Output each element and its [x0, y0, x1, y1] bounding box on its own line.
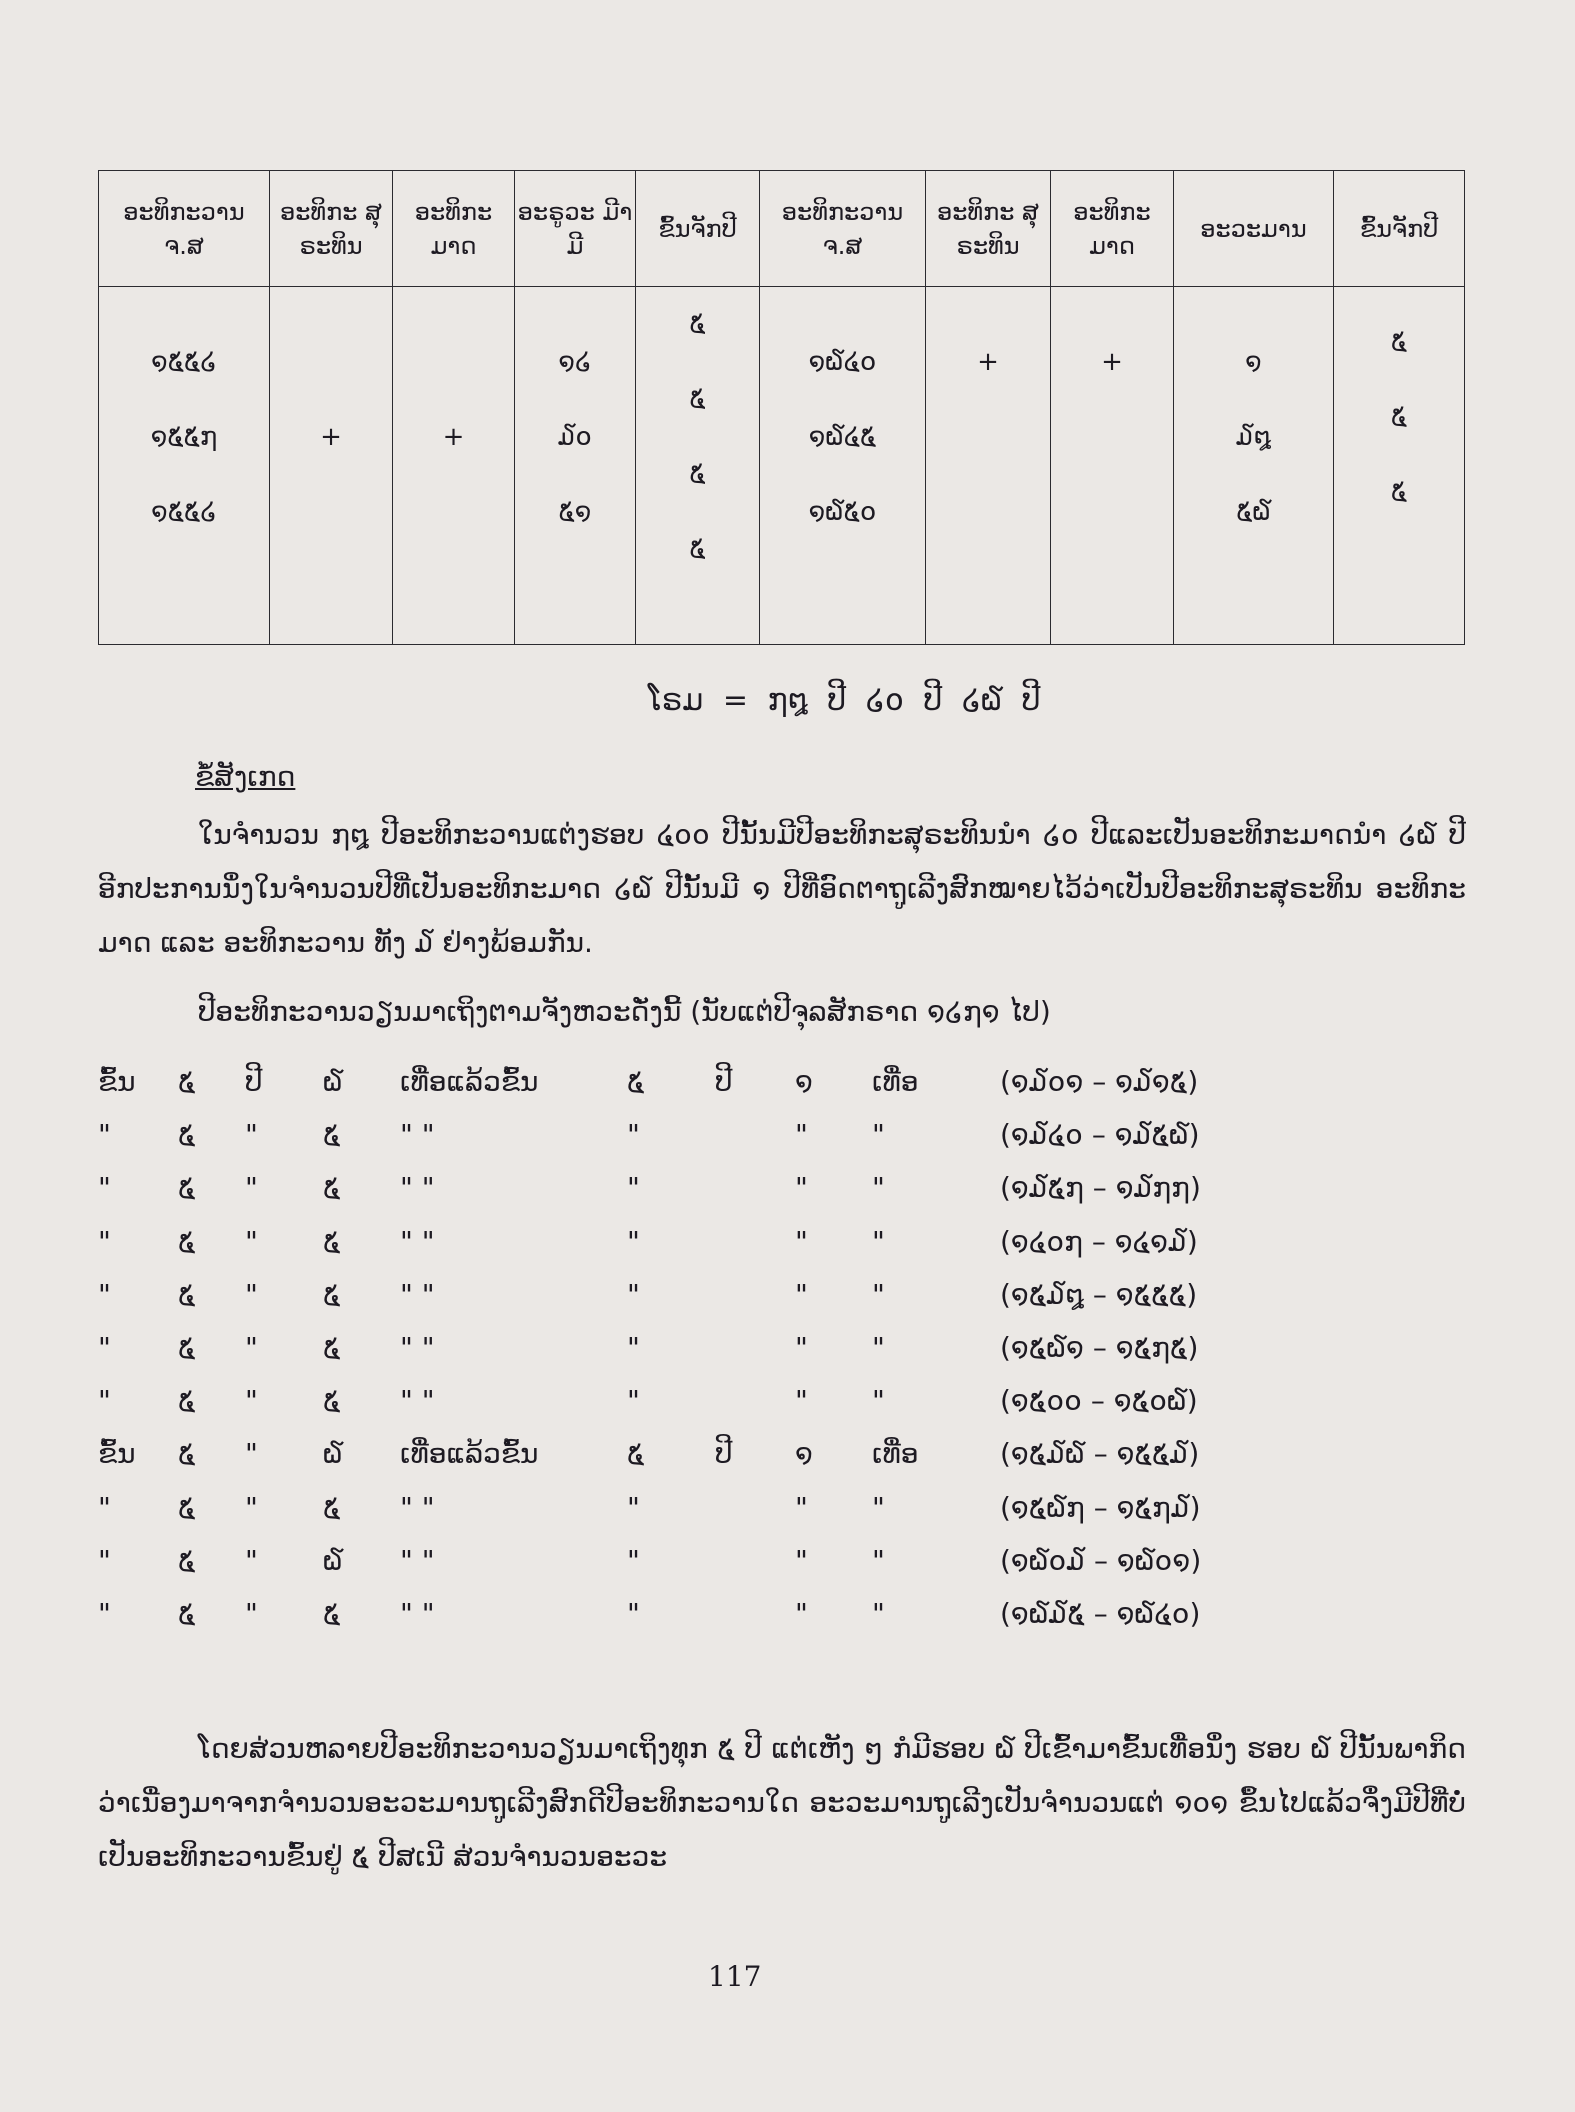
list-item [0, 1437, 1575, 1477]
cell-value: ໕ [1390, 402, 1408, 432]
list-cell: " [98, 1224, 111, 1258]
list-cell: ໕ [323, 1118, 341, 1152]
cell-value: ໓໐ [558, 422, 592, 452]
year-range: (໑໕໐໐ – ໑໕໐໖) [1000, 1384, 1198, 1418]
list-cell: " [245, 1171, 258, 1205]
cell-value: ໓໘ [1236, 422, 1271, 452]
header-cell: ອະວະມານ [1174, 171, 1334, 287]
list-cell: " [98, 1543, 111, 1577]
list-cell: " [245, 1118, 258, 1152]
list-cell: " [98, 1597, 111, 1630]
year-range: (໑໓໕໗ – ໑໓໗໗) [1000, 1171, 1201, 1205]
list-cell: ໕ [323, 1171, 341, 1205]
list-cell: ໕ [627, 1437, 645, 1471]
list-cell: ເທື່ອ [872, 1437, 919, 1471]
list-cell: ປີ [715, 1437, 733, 1471]
list-cell: " [245, 1224, 258, 1258]
list-item [0, 1065, 1575, 1105]
list-cell: ໕ [178, 1543, 196, 1577]
header-cell: ອະທິກະ ມາດ [1051, 171, 1174, 287]
list-cell: " " [400, 1490, 435, 1524]
table-cell [760, 287, 926, 645]
year-range: (໑໓໔໐ – ໑໓໕໖) [1000, 1118, 1200, 1152]
table-cell [393, 287, 515, 645]
list-cell: ໕ [178, 1597, 196, 1630]
paragraph: ປີອະທິກະວານວຽນມາເຖິງຕາມຈັງຫວະດັ່ງນີ້ (ນັບແຕ່ປີຈຸລສັກຣາດ ໑໒໗໑ ໄປ) [198, 995, 1051, 1028]
list-cell: " [98, 1490, 111, 1524]
table-cell [1334, 287, 1465, 645]
list-cell: " [245, 1597, 258, 1630]
list-cell: ໕ [627, 1065, 645, 1098]
list-cell: ໕ [178, 1490, 196, 1524]
list-cell: " " [400, 1171, 435, 1205]
table-header-row [99, 171, 1465, 287]
list-cell: " " [400, 1543, 435, 1577]
table-cell [926, 287, 1051, 645]
list-cell: " [98, 1118, 111, 1152]
header-cell: ຂົ້ນຈັກປີ [636, 171, 760, 287]
list-cell: ໕ [178, 1277, 196, 1311]
list-cell: " [245, 1543, 258, 1577]
list-cell: " [627, 1224, 640, 1258]
table-cell [1051, 287, 1174, 645]
list-cell: ຂົ້ນ [98, 1437, 136, 1471]
cell-value: ໑ [1245, 347, 1262, 377]
list-cell: " [872, 1224, 885, 1258]
cell-value: + [320, 422, 342, 452]
list-cell: " [795, 1490, 808, 1524]
list-cell: " [872, 1543, 885, 1577]
list-cell: " [98, 1384, 111, 1418]
cell-value: ໕ [1390, 477, 1408, 507]
list-cell: " [872, 1384, 885, 1418]
list-cell: " [627, 1277, 640, 1311]
list-cell: " " [400, 1384, 435, 1418]
list-cell: ໕ [178, 1384, 196, 1418]
year-range: (໑໕໓໖ – ໑໕໕໓) [1000, 1437, 1200, 1471]
list-cell: " [795, 1384, 808, 1418]
list-item [0, 1597, 1575, 1637]
cell-value: ໑໖໕໐ [808, 497, 877, 527]
cell-value: ໑໖໔໕ [808, 422, 877, 452]
list-cell: ໕ [178, 1118, 196, 1152]
list-cell: " [627, 1171, 640, 1205]
list-cell: " [795, 1543, 808, 1577]
list-cell: " [627, 1384, 640, 1418]
list-item [0, 1491, 1575, 1531]
section-heading: ຂໍ້ສັງເກດ [195, 760, 296, 793]
cell-value: ໑໕໕໒ [151, 347, 217, 377]
year-range: (໑໔໐໗ – ໑໔໑໓) [1000, 1224, 1198, 1258]
table-cell [636, 287, 760, 645]
list-cell: " [627, 1331, 640, 1364]
list-item [0, 1225, 1575, 1265]
cell-value: ໕ [689, 384, 706, 414]
table-summary: ໂຣມ = ໗໘ ປີ ໒໐ ປີ ໒໖ ປີ [648, 683, 1041, 718]
list-cell: ໖ [323, 1065, 343, 1098]
cell-value: ໕ [689, 309, 706, 339]
page-number: 117 [708, 1960, 762, 1993]
header-cell: ອະຣູວະ ມີາມີ [515, 171, 636, 287]
header-cell: ອະທິກະ ມາດ [393, 171, 515, 287]
list-cell: " [245, 1277, 258, 1311]
list-cell: " [98, 1171, 111, 1205]
table-body-row [99, 287, 1465, 645]
header-cell: ອະທິກະວານ ຈ.ສ [760, 171, 926, 287]
list-cell: " [872, 1171, 885, 1205]
list-cell: " [627, 1597, 640, 1630]
cell-value: + [442, 422, 465, 452]
cell-value: ໕໖ [1236, 497, 1271, 527]
list-cell: ປີ [245, 1065, 263, 1098]
list-cell: ໕ [178, 1437, 196, 1471]
list-cell: ໕ [178, 1224, 196, 1258]
list-cell: ໕ [323, 1490, 341, 1524]
list-cell: ເທື່ອແລ້ວຂົ້ນ [400, 1065, 539, 1098]
list-cell: " [872, 1277, 885, 1311]
list-cell: " [795, 1331, 808, 1364]
list-cell: " [795, 1597, 808, 1630]
list-cell: " [98, 1331, 111, 1364]
list-cell: " " [400, 1277, 435, 1311]
list-item [0, 1384, 1575, 1424]
list-cell: " [627, 1118, 640, 1152]
list-cell: " [872, 1490, 885, 1524]
year-range: (໑໕໖໗ – ໑໕໗໓) [1000, 1490, 1201, 1524]
list-item [0, 1544, 1575, 1584]
list-cell: ໕ [323, 1224, 341, 1258]
list-cell: " " [400, 1224, 435, 1258]
list-cell: ໕ [323, 1331, 341, 1364]
list-cell: " [245, 1331, 258, 1364]
list-cell: ໑ [795, 1065, 813, 1098]
list-cell: ໕ [323, 1384, 341, 1418]
list-item [0, 1278, 1575, 1318]
cell-value: ໕ [689, 534, 706, 564]
list-cell: ໖ [323, 1543, 343, 1577]
table-cell [1174, 287, 1334, 645]
year-range: (໑໕໖໑ – ໑໕໗໕) [1000, 1331, 1199, 1364]
cell-value: ໑໕໕໗ [150, 422, 218, 452]
year-range: (໑໖໐໓ – ໑໖໐໑) [1000, 1543, 1202, 1577]
list-cell: " [872, 1597, 885, 1630]
cell-value: + [1101, 347, 1123, 377]
cell-value: ໑໕໕໒ [151, 497, 217, 527]
list-cell: ໖ [323, 1437, 343, 1471]
table-cell [99, 287, 270, 645]
list-cell: ໕ [323, 1277, 341, 1311]
list-item [0, 1331, 1575, 1371]
paragraph: ໂດຍສ່ວນຫລາຍປີອະທິກະວານວຽນມາເຖິງທຸກ ໕ ປີ ແຕ່ເຫັງ ໆ ກໍມີຮອບ ໖ ປີເຂົ້າມາຂົ້ນເທື່ອນຶ່ງ ຮອບ ໖ ປີນັ້ນພາກິດວ່າເນື່ອງມາຈາກຈຳນວນອະວະມານຖູເລີງສົກດີປີອະທິກະວານໃດ ອະວະມານຖູເລີງເປັນຈຳນວນແຕ່ ໑໐໑ ຂຶ້ນໄປແລ້ວຈຶ່ງມີປີທີ່ບໍ່ເປັນອະທິກະວານຂົ້ນຢູ່ ໕ ປີສເນີ ສ່ວນຈຳນວນອະວະ [98, 1732, 1466, 1873]
year-range: (໑໓໐໑ – ໑໓໑໕) [1000, 1065, 1199, 1098]
list-cell: " [627, 1490, 640, 1524]
cell-value: ໕ [689, 459, 706, 489]
header-cell: ອະທິກະ ສຸຣະທິນ [270, 171, 393, 287]
cell-value: ໕ [1390, 327, 1408, 357]
list-cell: " [795, 1118, 808, 1152]
list-cell: ໑ [795, 1437, 813, 1471]
intercalary-table [98, 170, 1465, 645]
year-range: (໑໕໓໘ – ໑໕໕໕) [1000, 1277, 1198, 1311]
list-cell: ໕ [178, 1171, 196, 1205]
list-cell: " [795, 1277, 808, 1311]
list-cell: " [795, 1224, 808, 1258]
cell-value: ໑໖໔໐ [808, 347, 877, 377]
header-cell: ອະທິກະວານ ຈ.ສ [99, 171, 270, 287]
list-cell: " " [400, 1597, 435, 1630]
cell-value: ໕໑ [558, 497, 592, 527]
cell-value: + [977, 347, 999, 377]
list-item [0, 1118, 1575, 1158]
table-cell [515, 287, 636, 645]
list-cell: ເທື່ອແລ້ວຂົ້ນ [400, 1437, 539, 1471]
list-cell: ໕ [323, 1597, 341, 1630]
table-cell [270, 287, 393, 645]
paragraph: ໃນຈຳນວນ ໗໘ ປີອະທິກະວານແຕ່ງຮອບ ໔໐໐ ປີນັ້ນມີປີອະທິກະສຸຣະທິນນຳ ໒໐ ປີແລະເປັນອະທິກະມາດນຳ ໒໖ ປີອີກປະການນຶ່ງໃນຈຳນວນປີທີ່ເປັນອະທິກະມາດ ໒໖ ປີນັ້ນມີ ໑ ປີທີ່ອົດຕາຖູເລີງສົກໝາຍໄວ້ວ່າເປັນປີອະທິກະສຸຣະທິນ ອະທິກະມາດ ແລະ ອະທິກະວານ ທັງ ໓ ຢ່າງພ້ອມກັນ. [98, 818, 1466, 959]
list-cell: ໕ [178, 1331, 196, 1364]
list-cell: " [627, 1543, 640, 1577]
list-cell: " [872, 1331, 885, 1364]
list-cell: ໕ [178, 1065, 196, 1098]
list-cell: " [795, 1171, 808, 1205]
list-cell: ປີ [715, 1065, 733, 1098]
header-cell: ອະທິກະ ສຸຣະທິນ [926, 171, 1051, 287]
year-range: (໑໖໓໕ – ໑໖໔໐) [1000, 1597, 1201, 1630]
list-cell: " [245, 1437, 258, 1471]
list-cell: " [245, 1384, 258, 1418]
list-cell: " " [400, 1118, 435, 1152]
list-cell: ຂົ້ນ [98, 1065, 136, 1098]
list-cell: " [245, 1490, 258, 1524]
list-cell: " " [400, 1331, 435, 1364]
cell-value: ໑໒ [558, 347, 592, 377]
list-item [0, 1171, 1575, 1211]
list-cell: ເທື່ອ [872, 1065, 919, 1098]
header-cell: ຂົ້ນຈັກປີ [1334, 171, 1465, 287]
list-cell: " [872, 1118, 885, 1152]
list-cell: " [98, 1277, 111, 1311]
